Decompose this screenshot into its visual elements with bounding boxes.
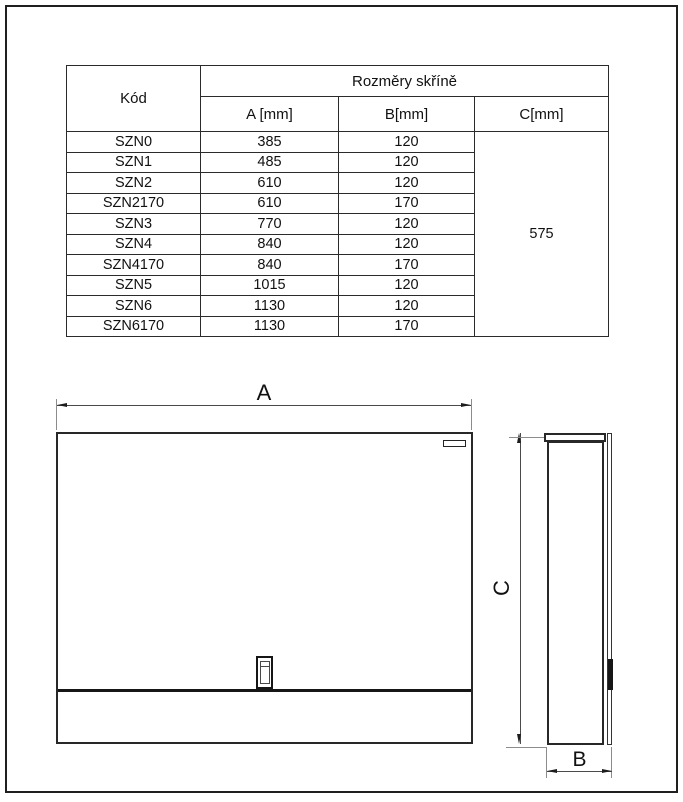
a-cell: 1130	[201, 296, 339, 317]
nameplate	[443, 440, 466, 447]
code-cell: SZN0	[67, 132, 201, 153]
table-group-header: Rozměry skříně	[201, 66, 609, 97]
table-row	[67, 132, 609, 153]
dim-a-label: A	[256, 380, 272, 405]
code-cell: SZN4170	[67, 255, 201, 276]
col-header-b: B[mm]	[339, 97, 475, 132]
col-header-c: C[mm]	[475, 97, 609, 132]
a-cell: 840	[201, 255, 339, 276]
cabinet-side-body	[547, 441, 604, 745]
dim-a-arrow-right-icon	[461, 403, 471, 407]
code-cell: SZN6	[67, 296, 201, 317]
b-cell: 120	[339, 214, 475, 235]
a-cell: 385	[201, 132, 339, 153]
door-handle-side	[608, 659, 613, 690]
c-merged-cell: 575	[475, 132, 609, 337]
a-cell: 1130	[201, 316, 339, 337]
b-cell: 170	[339, 193, 475, 214]
a-cell: 840	[201, 234, 339, 255]
cabinet-front-outline	[56, 432, 473, 744]
b-cell: 120	[339, 234, 475, 255]
code-cell: SZN3	[67, 214, 201, 235]
b-cell: 120	[339, 296, 475, 317]
dim-c-arrow-up-icon	[517, 433, 521, 443]
b-cell: 170	[339, 316, 475, 337]
dim-c-line	[520, 433, 521, 744]
b-cell: 170	[339, 255, 475, 276]
cabinet-door-edge	[607, 433, 612, 745]
table-corner-header: Kód	[67, 66, 201, 132]
a-cell: 610	[201, 193, 339, 214]
dim-c-label: C	[489, 580, 514, 596]
dim-a-ext-right	[471, 399, 472, 430]
code-cell: SZN1	[67, 152, 201, 173]
dim-b-label: B	[572, 748, 587, 771]
door-lock-line	[261, 666, 269, 667]
b-cell: 120	[339, 173, 475, 194]
dim-a-arrow-left-icon	[57, 403, 67, 407]
dim-a-line	[57, 405, 471, 406]
a-cell: 485	[201, 152, 339, 173]
code-cell: SZN6170	[67, 316, 201, 337]
cabinet-divider	[58, 689, 471, 692]
code-cell: SZN2	[67, 173, 201, 194]
dimensions-table	[66, 65, 609, 337]
col-header-a: A [mm]	[201, 97, 339, 132]
dim-c-ext-bottom	[506, 747, 546, 748]
a-cell: 610	[201, 173, 339, 194]
door-lock-inner	[260, 661, 270, 684]
code-cell: SZN4	[67, 234, 201, 255]
code-cell: SZN2170	[67, 193, 201, 214]
b-cell: 120	[339, 132, 475, 153]
a-cell: 770	[201, 214, 339, 235]
b-cell: 120	[339, 152, 475, 173]
dim-c-arrow-down-icon	[517, 734, 521, 744]
dim-a-ext-left	[56, 399, 57, 430]
dim-c-ext-top	[509, 437, 544, 438]
b-cell: 120	[339, 275, 475, 296]
code-cell: SZN5	[67, 275, 201, 296]
a-cell: 1015	[201, 275, 339, 296]
